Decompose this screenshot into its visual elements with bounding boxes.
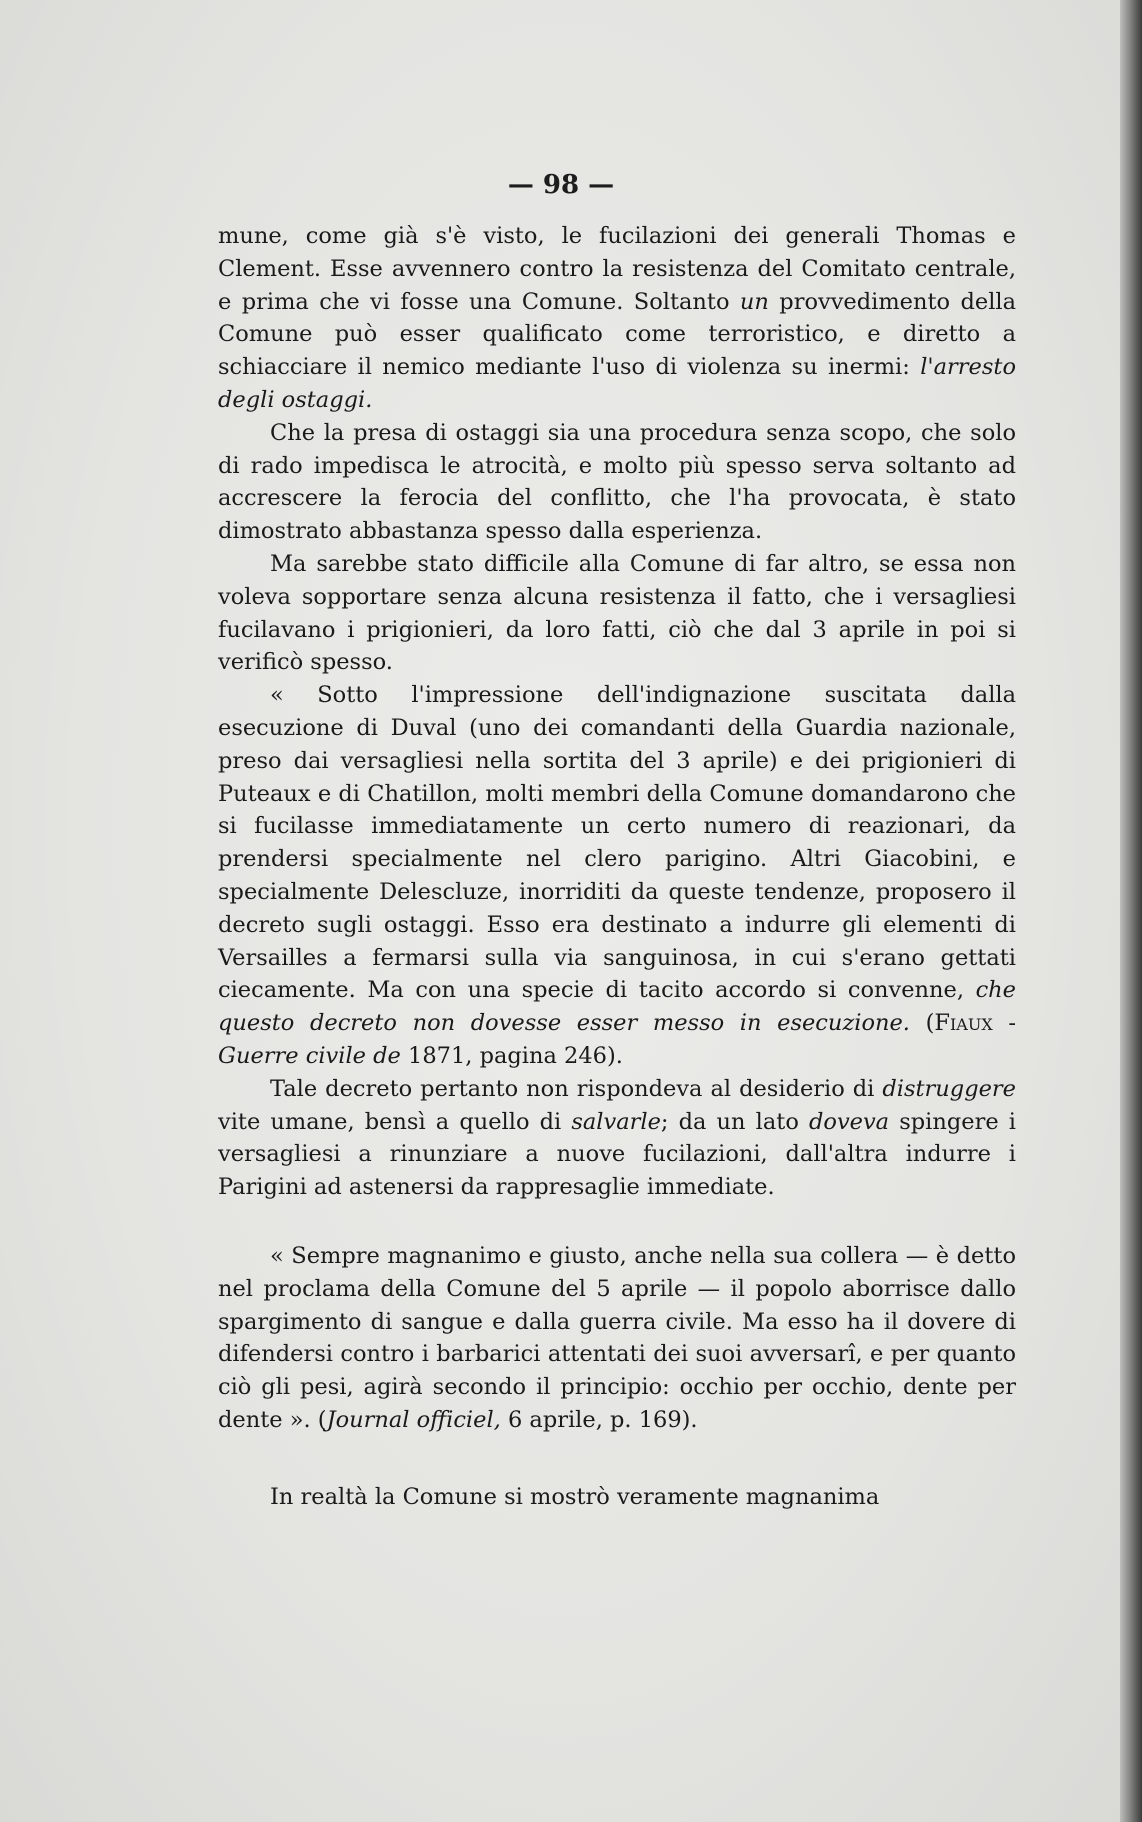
text-segment: spingere i versagliesi a rinunziare a nuove fucilazioni, dall'altra indurre i Parigini ad astenersi da rappresaglie immediate.: [218, 1108, 1016, 1201]
text-segment: ; da un lato: [660, 1108, 809, 1135]
text-segment: -: [992, 1010, 1016, 1037]
paragraph-2: [218, 417, 1016, 548]
text-segment: vite umane, bensì a quello di: [218, 1108, 572, 1135]
paragraph-3: [218, 548, 1016, 679]
text-segment: mune, come già s'è visto, le fucilazioni dei generali Thomas e Clement. Esse avvennero contro la resistenza del Comitato centrale, e prima che vi fosse una Comune. Soltanto: [218, 223, 1016, 315]
body-text: [218, 220, 1016, 1513]
book-spine-shadow: [1120, 0, 1142, 1822]
text-segment: Tale decreto pertanto non rispondeva al desiderio di: [270, 1075, 883, 1102]
text-segment: l'arresto degli ostaggi.: [218, 354, 1016, 413]
text-segment: Che la presa di ostaggi sia una procedura senza scopo, che solo di rado impedisca le atrocità, e molto più spesso serva soltanto ad accrescere la ferocia del conflitto, che l'ha provocata, è stato dimostrato abbastanza spesso dalla esperienza.: [218, 419, 1016, 545]
text-segment: provvedimento della Comune può esser qualificato come terroristico, e diretto a schiacciare il nemico mediante l'uso di violenza su inermi:: [218, 288, 1016, 381]
text-segment: « Sotto l'impressione dell'indignazione suscitata dalla esecuzione di Duval (uno dei comandanti della Guardia nazionale, preso dai versagliesi nella sortita del 3 aprile) e dei prigionieri di Puteaux e di Chatillon, molti membri della Comune domandarono che si fucilasse immediatamente un certo numero di reazionari, da prendersi specialmente nel clero parigino. Altri Giacobini, e specialmente Delescluze, inorriditi da queste tendenze, proposero il decreto sugli ostaggi. Esso era destinato a indurre gli elementi di Versailles a fermarsi sulla via sanguinosa, in cui s'erano gettati ciecamente. Ma con una specie di tacito accordo si convenne,: [218, 682, 1016, 1004]
text-segment: Fiaux: [934, 1010, 993, 1037]
text-segment: doveva: [809, 1108, 890, 1135]
paragraph-1: [218, 220, 1016, 417]
text-segment: che questo decreto non dovesse esser messo in esecuzione.: [218, 977, 1016, 1037]
text-segment: Journal officiel,: [326, 1406, 501, 1433]
text-segment: In realtà la Comune si mostrò veramente magnanima: [270, 1483, 880, 1510]
text-segment: 6 aprile, p. 169).: [500, 1406, 698, 1433]
text-segment: (: [909, 1010, 935, 1037]
text-segment: Guerre civile de: [218, 1042, 401, 1069]
paragraph-5: [218, 1073, 1016, 1204]
text-segment: 1871, pagina 246).: [400, 1042, 623, 1069]
text-segment: distruggere: [882, 1075, 1016, 1102]
paragraph-4: [218, 679, 1016, 1073]
paragraph-7: [218, 1481, 1016, 1514]
text-segment: « Sempre magnanimo e giusto, anche nella sua collera — è detto nel proclama della Comune del 5 aprile — il popolo aborrisce dallo spargimento di sangue e dalla guerra civile. Ma esso ha il dovere di difendersi contro i barbarici attentati dei suoi avversarî, e per quanto ciò gli pesi, agirà secondo il principio: occhio per occhio, dente per dente ». (: [218, 1242, 1016, 1433]
text-segment: un: [739, 288, 769, 315]
text-segment: Ma sarebbe stato difficile alla Comune di far altro, se essa non voleva sopportare senza alcuna resistenza il fatto, che i versagliesi fucilavano i prigionieri, da loro fatti, ciò che dal 3 aprile in poi si verificò spesso.: [218, 550, 1016, 676]
paragraph-6: [218, 1240, 1016, 1437]
text-segment: salvarle: [571, 1108, 661, 1135]
page-number: — 98 —: [507, 170, 615, 200]
